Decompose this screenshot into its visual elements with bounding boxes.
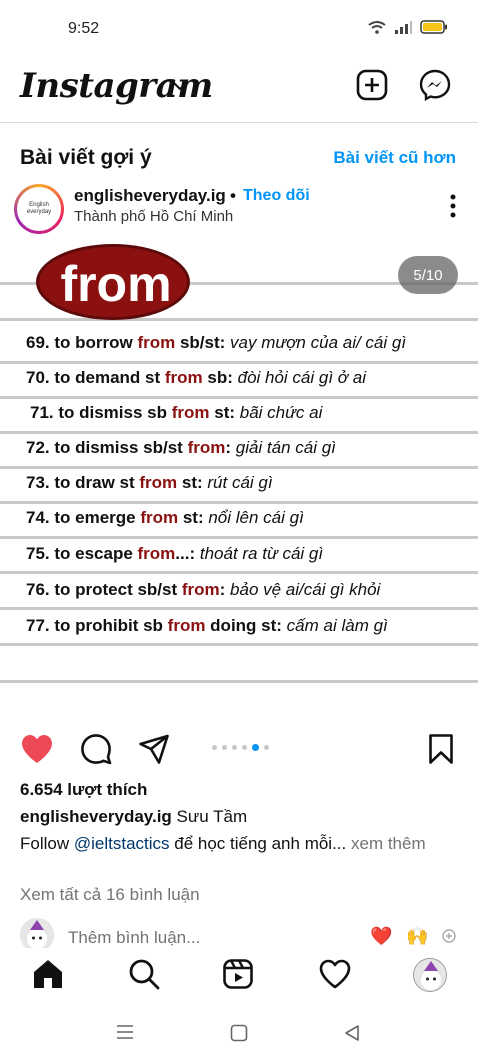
caption <box>20 807 247 827</box>
profile-tab-avatar[interactable] <box>413 958 447 992</box>
carousel-dots <box>212 744 269 751</box>
carousel-dot <box>222 745 227 750</box>
wifi-icon <box>368 20 386 34</box>
phrase-item: 69. to borrow from sb/st: vay mượn của ai/ cái gì <box>26 333 407 352</box>
post-header <box>0 180 478 240</box>
carousel-dot <box>264 745 269 750</box>
post-avatar[interactable] <box>14 184 64 234</box>
comment-icon[interactable] <box>80 733 112 765</box>
share-icon[interactable] <box>138 733 170 765</box>
rule-line <box>0 680 478 683</box>
user-avatar-image <box>20 918 54 952</box>
rule-line <box>0 607 478 610</box>
carousel-dot <box>232 745 237 750</box>
reels-icon[interactable] <box>222 958 254 990</box>
post-avatar-text: English everyday <box>17 187 61 231</box>
post-location[interactable]: Thành phố Hồ Chí Minh <box>74 208 234 225</box>
from-banner-text: from <box>60 256 172 312</box>
search-icon[interactable] <box>128 958 160 990</box>
likes-count[interactable]: 6.654 lượt thích <box>20 780 148 799</box>
caption-username[interactable]: englisheveryday.ig <box>20 807 172 826</box>
post-actions <box>0 725 478 775</box>
app-header <box>0 58 478 122</box>
rule-line <box>0 643 478 646</box>
bookmark-icon[interactable] <box>428 733 454 765</box>
more-options-icon[interactable] <box>450 194 456 218</box>
phrase-item: 71. to dismiss sb from st: bãi chức ai <box>30 403 323 422</box>
phrase-item: 75. to escape from...: thoát ra từ cái gì <box>26 544 324 563</box>
add-comment-input[interactable]: Thêm bình luận... <box>68 928 201 947</box>
home-icon[interactable] <box>31 958 65 990</box>
status-time: 9:52 <box>68 20 100 37</box>
phrase-item: 77. to prohibit sb from doing st: cấm ai làm gì <box>26 616 388 635</box>
battery-icon <box>420 20 448 34</box>
system-nav-bar <box>0 1004 478 1062</box>
quick-hands-emoji[interactable]: 🙌 <box>406 926 429 946</box>
older-posts-link[interactable]: Bài viết cũ hơn <box>333 148 456 167</box>
rule-line <box>0 536 478 539</box>
rule-line <box>0 361 478 364</box>
rule-line <box>0 431 478 434</box>
caption-continued <box>20 832 440 856</box>
carousel-dot <box>212 745 217 750</box>
see-more-link[interactable]: xem thêm <box>346 834 426 853</box>
carousel-dot-active <box>252 744 259 751</box>
status-icons <box>368 20 448 34</box>
separator-dot: • <box>230 186 236 205</box>
caption-body-text: để học tiếng anh mỗi... <box>169 834 347 853</box>
section-title: Bài viết gợi ý <box>20 146 152 169</box>
back-icon[interactable] <box>344 1024 360 1042</box>
quick-heart-emoji[interactable]: ❤️ <box>370 926 393 946</box>
caption-follow-text: Follow <box>20 834 74 853</box>
activity-heart-icon[interactable] <box>318 958 352 990</box>
phrase-item: 72. to dismiss sb/st from: giải tán cái gì <box>26 438 336 457</box>
from-banner <box>36 244 190 320</box>
rule-line <box>0 501 478 504</box>
carousel-dot <box>242 745 247 750</box>
heart-filled-icon[interactable] <box>20 733 54 765</box>
follow-button[interactable]: Theo dõi <box>243 187 310 204</box>
phrase-item: 76. to protect sb/st from: bảo vệ ai/cái gì khỏi <box>26 580 381 599</box>
view-all-comments-link[interactable]: Xem tất cả 16 bình luận <box>20 885 200 904</box>
add-emoji-icon[interactable] <box>442 929 456 943</box>
bottom-tab-bar <box>0 948 478 1004</box>
home-button-icon[interactable] <box>230 1024 248 1042</box>
new-post-icon[interactable] <box>355 68 389 102</box>
recent-apps-icon[interactable] <box>116 1024 134 1040</box>
messenger-icon[interactable] <box>418 68 452 102</box>
profile-avatar-image <box>414 959 447 992</box>
phrase-item: 73. to draw st from st: rút cái gì <box>26 473 273 492</box>
chevron-down-icon[interactable] <box>172 80 188 92</box>
status-bar <box>0 0 478 58</box>
instagram-logo[interactable]: Instagram <box>20 66 213 106</box>
phrase-item: 70. to demand st from sb: đòi hỏi cái gì ở ai <box>26 368 367 387</box>
caption-text: Sưu Tầm <box>176 807 248 826</box>
user-avatar <box>20 918 54 952</box>
page-indicator: 5/10 <box>398 256 458 294</box>
rule-line <box>0 466 478 469</box>
rule-line <box>0 571 478 574</box>
rule-line <box>0 396 478 399</box>
mention-link[interactable]: @ieltstactics <box>73 834 170 853</box>
post-image[interactable] <box>0 240 478 705</box>
post-username[interactable]: englisheveryday.ig <box>74 186 226 205</box>
signal-icon <box>394 20 412 34</box>
rule-line <box>0 318 478 321</box>
phrase-item: 74. to emerge from st: nổi lên cái gì <box>26 508 304 527</box>
